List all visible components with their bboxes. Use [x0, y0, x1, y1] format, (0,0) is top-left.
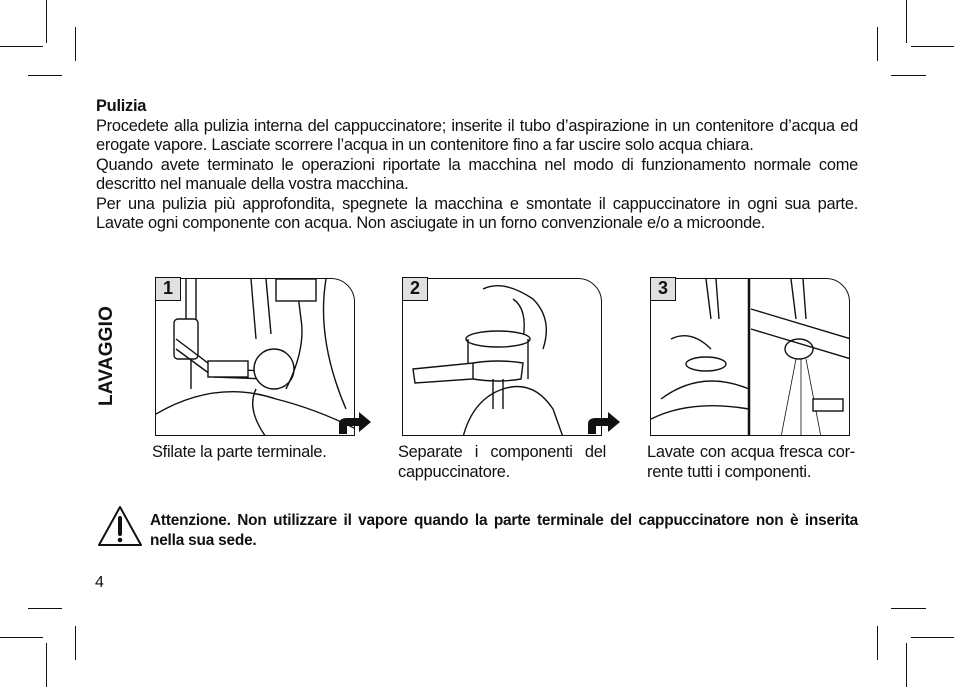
step-2-illustration: [402, 278, 602, 436]
crop-mark: [28, 75, 62, 76]
side-label: LAVAGGIO: [96, 305, 117, 406]
paragraph: Per una pulizia più approfondita, spegnete la macchina e smontate il cappuccinatore in ogni sua parte. Lavate ogni componente con acqua. Non asciugate in un forno convenzionale e/o a microonde.: [96, 194, 858, 232]
step-number-badge: 3: [650, 277, 676, 301]
crop-mark: [46, 643, 47, 687]
crop-mark: [28, 608, 62, 609]
crop-mark: [877, 27, 878, 61]
cleaning-instructions: [96, 97, 858, 234]
crop-mark: [75, 27, 76, 61]
step-3-illustration: [650, 278, 850, 436]
next-step-arrow-icon: [337, 410, 373, 436]
crop-mark: [906, 0, 907, 43]
step-caption: Sfilate la parte terminale.: [152, 443, 327, 461]
step-number-badge: 1: [155, 277, 181, 301]
step-number-badge: 2: [402, 277, 428, 301]
crop-mark: [877, 626, 878, 660]
warning-text: Attenzione. Non utilizzare il vapore quando la parte terminale del cappuccinatore non è inserita nella sua sede.: [150, 512, 858, 549]
crop-mark: [891, 75, 926, 76]
crop-mark: [891, 608, 926, 609]
section-heading: Pulizia: [96, 97, 147, 115]
paragraph: Procedete alla pulizia interna del cappuccinatore; inserite il tubo d’aspirazione in un contenitore d’acqua ed erogate vapore. Lasciate scorrere l’acqua in un contenitore fino a far uscire solo acqua chiara.: [96, 116, 858, 154]
crop-mark: [911, 46, 954, 47]
crop-mark: [911, 637, 954, 638]
next-step-arrow-icon: [586, 410, 622, 436]
step-1-illustration: [155, 278, 355, 436]
paragraph: Quando avete terminato le operazioni riportate la macchina nel modo di funzionamento normale come descritto nel manuale della vostra macchina.: [96, 155, 858, 193]
page-number: 4: [95, 574, 104, 591]
step-caption: Lavate con acqua fresca cor-rente tutti i componenti.: [647, 443, 855, 481]
crop-mark: [75, 626, 76, 660]
crop-mark: [0, 46, 43, 47]
crop-mark: [46, 0, 47, 43]
crop-mark: [0, 637, 43, 638]
crop-mark: [906, 643, 907, 687]
step-caption: Separate i componenti del cappuccinatore.: [398, 443, 606, 481]
warning-triangle-icon: [97, 505, 143, 547]
